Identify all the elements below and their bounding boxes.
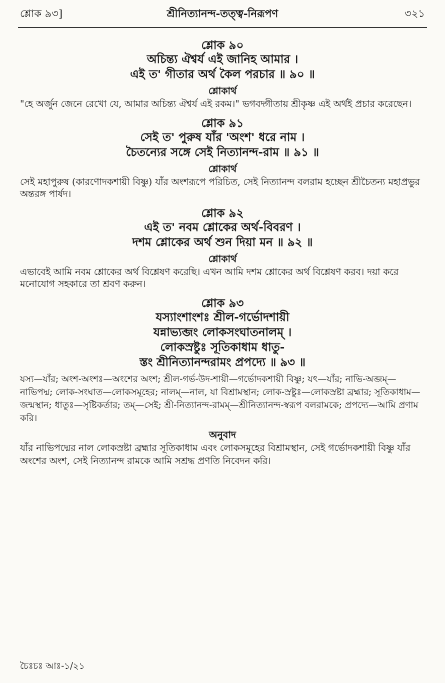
translation-heading: শ্লোকার্থ [208, 86, 237, 97]
verse-line: যন্নাভ্যব্জং লোকসংঘাতনালম্ । [153, 324, 292, 339]
translation-text: যাঁর নাভিপদ্মের নাল লোকস্রষ্টা ব্রহ্মার সূতিকাধাম এবং লোকসমূহের বিশ্রামস্থান, সেই গর্ভোদকশায়ী বিষ্ণু যাঁর অংশের অংশ, সেই নিত্যানন্দ রামকে আমি সশ্রদ্ধ প্রণতি নিবেদন করি। [20, 442, 411, 467]
verse-line: দশম শ্লোকের অর্থ শুন দিয়া মন ॥ ৯২ ॥ [132, 234, 313, 249]
verse-line: স্তং শ্রীনিত্যানন্দরামং প্রপদ্যে ॥ ৯৩ ॥ [139, 354, 306, 369]
translation-heading: শ্লোকার্থ [208, 253, 237, 265]
running-header [20, 7, 425, 25]
word-synonyms: যস্য—যাঁর; অংশ-অংশঃ—অংশের অংশ; শ্রীল-গর্ভ-উদ-শায়ী—গর্ভোদকশায়ী বিষ্ণু; যৎ—যাঁর; নাভি-অব্জম্—নাভিপদ্ম; লোক-সংঘাত—লোকসমূহের; নালম্—নাল, যা বিশ্রামস্থান; লোক-স্রষ্টুঃ—লোকস্রষ্টা ব্রহ্মার; সূতিকাধাম—জন্মস্থান; ধাতুঃ—সৃষ্টিকর্তার; তম্—সেই; শ্রী-নিত্যানন্দ-রামম্—শ্রীনিত্যানন্দ-স্বরূপ বলরামকে; প্রপদ্যে—আমি প্রণাম করি। [20, 374, 421, 424]
verse-heading: শ্লোক ৯১ [201, 115, 244, 130]
header-chapter-title: শ্রীনিত্যানন্দ-তত্ত্ব-নিরূপণ [166, 8, 279, 20]
verse-section-90 [20, 38, 425, 112]
header-verse-ref: শ্লোক ৯৩] [20, 8, 63, 20]
translation-heading: অনুবাদ [209, 429, 236, 441]
verse-heading: শ্লোক ৯২ [201, 205, 244, 220]
translation-heading: শ্লোকার্থ [208, 163, 237, 175]
verse-line: এই ত' গীতার অর্থ কৈল পরচার ॥ ৯০ ॥ [130, 67, 315, 81]
verse-heading: শ্লোক ৯০ [201, 38, 244, 52]
verse-section-93 [20, 296, 425, 468]
verse-line: যস্যাংশাংশঃ শ্রীল-গর্ভোদশায়ী [155, 309, 290, 324]
verse-line: অচিন্ত্য ঐশ্বর্য এই জানিহ আমার । [146, 52, 299, 66]
translation-text: "হে অর্জুন জেনে রেখো যে, আমার অচিন্ত্য ঐশ্বর্য এই রকম।" ভগবদ্গীতায় শ্রীকৃষ্ণ এই অর্থই প্রচার করেছেন। [20, 99, 412, 110]
verse-line: সেই ত' পুরুষ যাঁর 'অংশ' ধরে নাম । [140, 129, 305, 144]
verse-section-92 [20, 206, 425, 292]
translation-text: সেই মহাপুরুষ (কারণোদকশায়ী বিষ্ণু) যাঁর অংশরূপে পরিচিত, সেই নিত্যানন্দ বলরাম হচ্ছেন শ্রীচৈতন্য মহাপ্রভুর অন্তরঙ্গ পার্ষদ। [20, 176, 420, 201]
page-body [20, 34, 425, 470]
verse-line: এই ত' নবম শ্লোকের অর্থ-বিবরণ । [144, 219, 301, 234]
page-number: ৩২১ [404, 8, 425, 20]
header-rule [18, 27, 427, 28]
verse-section-91 [20, 116, 425, 202]
page-footer-signature: চৈঃচঃ আঃ-১/২১ [20, 662, 85, 672]
translation-text: এভাবেই আমি নবম শ্লোকের অর্থ বিশ্লেষণ করেছি। এখন আমি দশম শ্লোকের অর্থ বিশ্লেষণ করব। দয়া করে মনোযোগ সহকারে তা শ্রবণ করুন। [20, 266, 399, 291]
verse-line: চৈতন্যের সঙ্গে সেই নিত্যানন্দ-রাম ॥ ৯১ ॥ [125, 144, 320, 159]
verse-heading: শ্লোক ৯৩ [201, 295, 244, 310]
verse-line: লোকস্রষ্টুঃ সূতিকাধাম ধাতু- [160, 339, 285, 354]
